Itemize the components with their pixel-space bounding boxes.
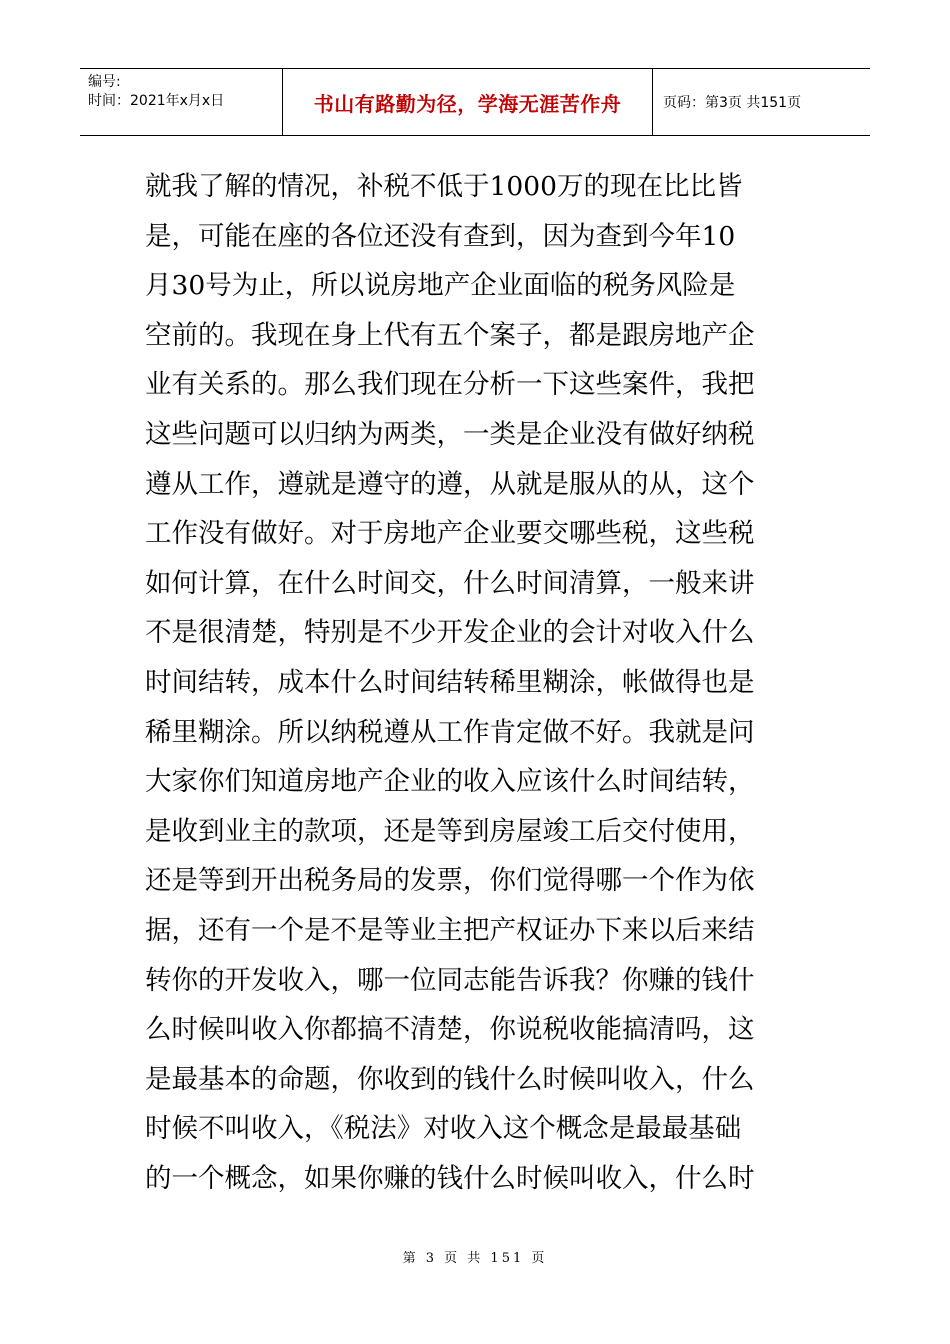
header-motto: 书山有路勤为径，学海无涯苦作舟 [283, 69, 653, 135]
header-page-info: 页码：第3页 共151页 [663, 95, 802, 111]
page-header [80, 68, 870, 136]
header-meta [80, 69, 283, 135]
text-line: 月30号为止，所以说房地产企业面临的税务风险是 [145, 270, 736, 302]
page-footer: 第 3 页 共 151 页 [402, 1251, 548, 1266]
text-line: 就我了解的情况，补税不低于1000万的现在比比皆 [145, 171, 743, 202]
time-label: 时间：2021年x月x日 [88, 93, 225, 109]
number-label: 编号: [88, 74, 121, 90]
text-line: 不是很清楚，特别是不少开发企业的会计对收入什么 [145, 617, 755, 649]
text-line: 么时候叫收入你都搞不清楚，你说税收能搞清吗，这 [145, 1014, 755, 1046]
text-line: 工作没有做好。对于房地产企业要交哪些税，这些税 [145, 518, 755, 550]
text-line: 稀里糊涂。所以纳税遵从工作肯定做不好。我就是问 [145, 716, 755, 748]
text-line: 如何计算，在什么时间交，什么时间清算，一般来讲 [145, 567, 755, 599]
text-line: 业有关系的。那么我们现在分析一下这些案件，我把 [145, 369, 755, 401]
text-line: 转你的开发收入，哪一位同志能告诉我？你赚的钱什 [145, 964, 755, 996]
text-line: 时候不叫收入，《税法》对收入这个概念是最最基础 [145, 1113, 742, 1145]
text-line: 大家你们知道房地产企业的收入应该什么时间结转， [145, 766, 755, 798]
text-line: 遵从工作，遵就是遵守的遵，从就是服从的从，这个 [145, 468, 755, 500]
text-line: 空前的。我现在身上代有五个案子，都是跟房地产企 [145, 319, 755, 351]
text-line: 是最基本的命题，你收到的钱什么时候叫收入，什么 [145, 1063, 755, 1095]
text-line: 是收到业主的款项，还是等到房屋竣工后交付使用， [145, 815, 755, 847]
text-line: 据，还有一个是不是等业主把产权证办下来以后来结 [145, 914, 755, 946]
text-line: 这些问题可以归纳为两类，一类是企业没有做好纳税 [145, 418, 755, 450]
document-body [145, 162, 810, 1203]
text-line: 时间结转，成本什么时间结转稀里糊涂，帐做得也是 [145, 666, 755, 698]
text-line: 的一个概念，如果你赚的钱什么时候叫收入，什么时 [145, 1162, 755, 1194]
text-line: 还是等到开出税务局的发票，你们觉得哪一个作为依 [145, 865, 755, 897]
text-line: 是，可能在座的各位还没有查到，因为查到今年10 [145, 220, 736, 252]
